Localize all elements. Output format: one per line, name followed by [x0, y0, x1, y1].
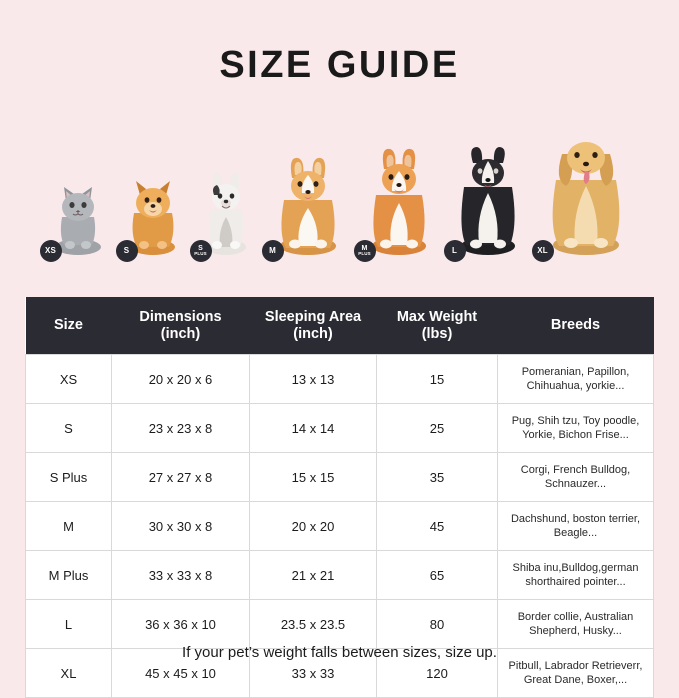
cell-max-weight: 25: [377, 404, 498, 453]
pet-illustration-row: [0, 102, 679, 262]
size-table: [25, 297, 654, 698]
pet-figure-l: [450, 135, 526, 262]
pet-figure-s: [122, 161, 184, 262]
cell-breeds: Dachshund, boston terrier, Beagle...: [498, 502, 654, 551]
badge-label: M: [361, 245, 368, 253]
cell-size: L: [26, 600, 112, 649]
cell-sleeping-area: 21 x 21: [250, 551, 377, 600]
column-header-size: [26, 297, 112, 355]
header-line2: (lbs): [421, 325, 453, 342]
size-table-head: [26, 297, 654, 355]
cell-size: M Plus: [26, 551, 112, 600]
cell-max-weight: 15: [377, 355, 498, 404]
cell-sleeping-area: 14 x 14: [250, 404, 377, 453]
cell-dimensions: 30 x 30 x 8: [112, 502, 250, 551]
pet-figure-xs: [46, 171, 110, 262]
header-line2: (inch): [160, 325, 201, 342]
table-row: [26, 453, 654, 502]
cell-dimensions: 27 x 27 x 8: [112, 453, 250, 502]
size-badge-xs: [40, 240, 62, 262]
size-badge-xl: [532, 240, 554, 262]
badge-label: XL: [537, 246, 548, 255]
cell-dimensions: 45 x 45 x 10: [112, 649, 250, 698]
cell-size: XS: [26, 355, 112, 404]
size-badge-s: [116, 240, 138, 262]
size-badge-m-plus: [354, 240, 376, 262]
cell-breeds: Border collie, Australian Shepherd, Husky...: [498, 600, 654, 649]
header-line1: Max Weight: [396, 309, 478, 325]
badge-sublabel: PLUS: [358, 251, 371, 257]
pet-figure-xl: [538, 122, 634, 262]
header-line1: Sleeping Area: [264, 309, 362, 325]
table-row: [26, 502, 654, 551]
size-badge-l: [444, 240, 466, 262]
cell-dimensions: 33 x 33 x 8: [112, 551, 250, 600]
cell-breeds: Pomeranian, Papillon, Chihuahua, yorkie...: [498, 355, 654, 404]
badge-label: S: [198, 245, 203, 253]
cell-size: S Plus: [26, 453, 112, 502]
table-row: [26, 355, 654, 404]
table-row: [26, 600, 654, 649]
cell-max-weight: 45: [377, 502, 498, 551]
column-header-dimensions: [112, 297, 250, 355]
cell-max-weight: 35: [377, 453, 498, 502]
cell-sleeping-area: 13 x 13: [250, 355, 377, 404]
header-line1: Breeds: [550, 317, 601, 334]
column-header-sleeping-area: [250, 297, 377, 355]
table-row: [26, 551, 654, 600]
cell-max-weight: 80: [377, 600, 498, 649]
cell-dimensions: 36 x 36 x 10: [112, 600, 250, 649]
cell-dimensions: 23 x 23 x 8: [112, 404, 250, 453]
cell-size: S: [26, 404, 112, 453]
badge-sublabel: PLUS: [194, 251, 207, 257]
badge-label: XS: [44, 246, 57, 255]
badge-label: L: [451, 246, 458, 255]
page-title: SIZE GUIDE: [219, 44, 460, 86]
size-table-container: [25, 297, 654, 698]
header-line1: Size: [53, 317, 83, 334]
column-header-breeds: [498, 297, 654, 355]
table-header-row: [26, 297, 654, 355]
footnote-text: If your pet’s weight falls between sizes, size up.: [182, 644, 497, 661]
cell-max-weight: 65: [377, 551, 498, 600]
cell-breeds: Shiba inu,Bulldog,german shorthaired pointer...: [498, 551, 654, 600]
pet-figure-m-plus: [360, 139, 438, 262]
size-badge-m: [262, 240, 284, 262]
badge-label: M: [269, 246, 276, 255]
badge-label: S: [123, 246, 130, 255]
cell-sleeping-area: 33 x 33: [250, 649, 377, 698]
cell-sleeping-area: 20 x 20: [250, 502, 377, 551]
cell-max-weight: 120: [377, 649, 498, 698]
column-header-max-weight: [377, 297, 498, 355]
pet-figure-m: [268, 142, 348, 262]
cell-size: XL: [26, 649, 112, 698]
cell-breeds: Pitbull, Labrador Retrieverr, Great Dane, Boxer,...: [498, 649, 654, 698]
table-row: [26, 404, 654, 453]
golden-retriever-icon: [538, 122, 634, 262]
cell-breeds: Pug, Shih tzu, Toy poodle, Yorkie, Bichon Frise...: [498, 404, 654, 453]
header-line2: (inch): [293, 325, 333, 342]
cell-dimensions: 20 x 20 x 6: [112, 355, 250, 404]
pet-figure-s-plus: [196, 157, 256, 262]
size-badge-s-plus: [190, 240, 212, 262]
header-line1: Dimensions: [139, 309, 222, 325]
cell-breeds: Corgi, French Bulldog, Schnauzer...: [498, 453, 654, 502]
cell-sleeping-area: 15 x 15: [250, 453, 377, 502]
cell-size: M: [26, 502, 112, 551]
cell-sleeping-area: 23.5 x 23.5: [250, 600, 377, 649]
